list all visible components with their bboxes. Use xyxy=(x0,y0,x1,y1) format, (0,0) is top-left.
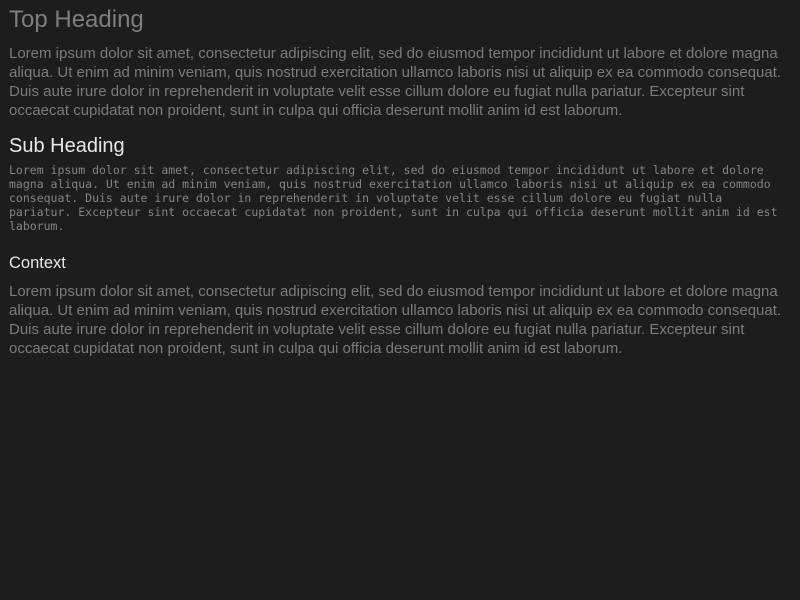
context-heading: Context xyxy=(9,254,66,272)
context-paragraph: Lorem ipsum dolor sit amet, consectetur adipiscing elit, sed do eiusmod tempor incididunt ut labore et dolore magna aliqua. Ut enim ad minim veniam, quis nostrud exercitation ullamco laboris nisi ut aliquip ex ea commodo consequat. Duis aute irure dolor in reprehenderit in voluptate velit esse cillum dolore eu fugiat nulla pariatur. Excepteur sint occaecat cupidatat non proident, sunt in culpa qui officia deserunt mollit anim id est laborum. xyxy=(9,283,782,357)
monospace-paragraph: Lorem ipsum dolor sit amet, consectetur adipiscing elit, sed do eiusmod tempor incididunt ut labore et dolore magna aliqua. Ut enim ad minim veniam, quis nostrud exercitation ullamco laboris nisi ut aliquip ex ea commodo consequat. Duis aute irure dolor in reprehenderit in voluptate velit esse cillum dolore eu fugiat nulla pariatur. Excepteur sint occaecat cupidatat non proident, sunt in culpa qui officia deserunt mollit anim id est laborum. xyxy=(9,163,778,233)
intro-paragraph: Lorem ipsum dolor sit amet, consectetur adipiscing elit, sed do eiusmod tempor incididunt ut labore et dolore magna aliqua. Ut enim ad minim veniam, quis nostrud exercitation ullamco laboris nisi ut aliquip ex ea commodo consequat. Duis aute irure dolor in reprehenderit in voluptate velit esse cillum dolore eu fugiat nulla pariatur. Excepteur sint occaecat cupidatat non proident, sunt in culpa qui officia deserunt mollit anim id est laborum. xyxy=(9,45,782,119)
sub-heading: Sub Heading xyxy=(9,135,125,157)
top-heading: Top Heading xyxy=(9,6,144,33)
